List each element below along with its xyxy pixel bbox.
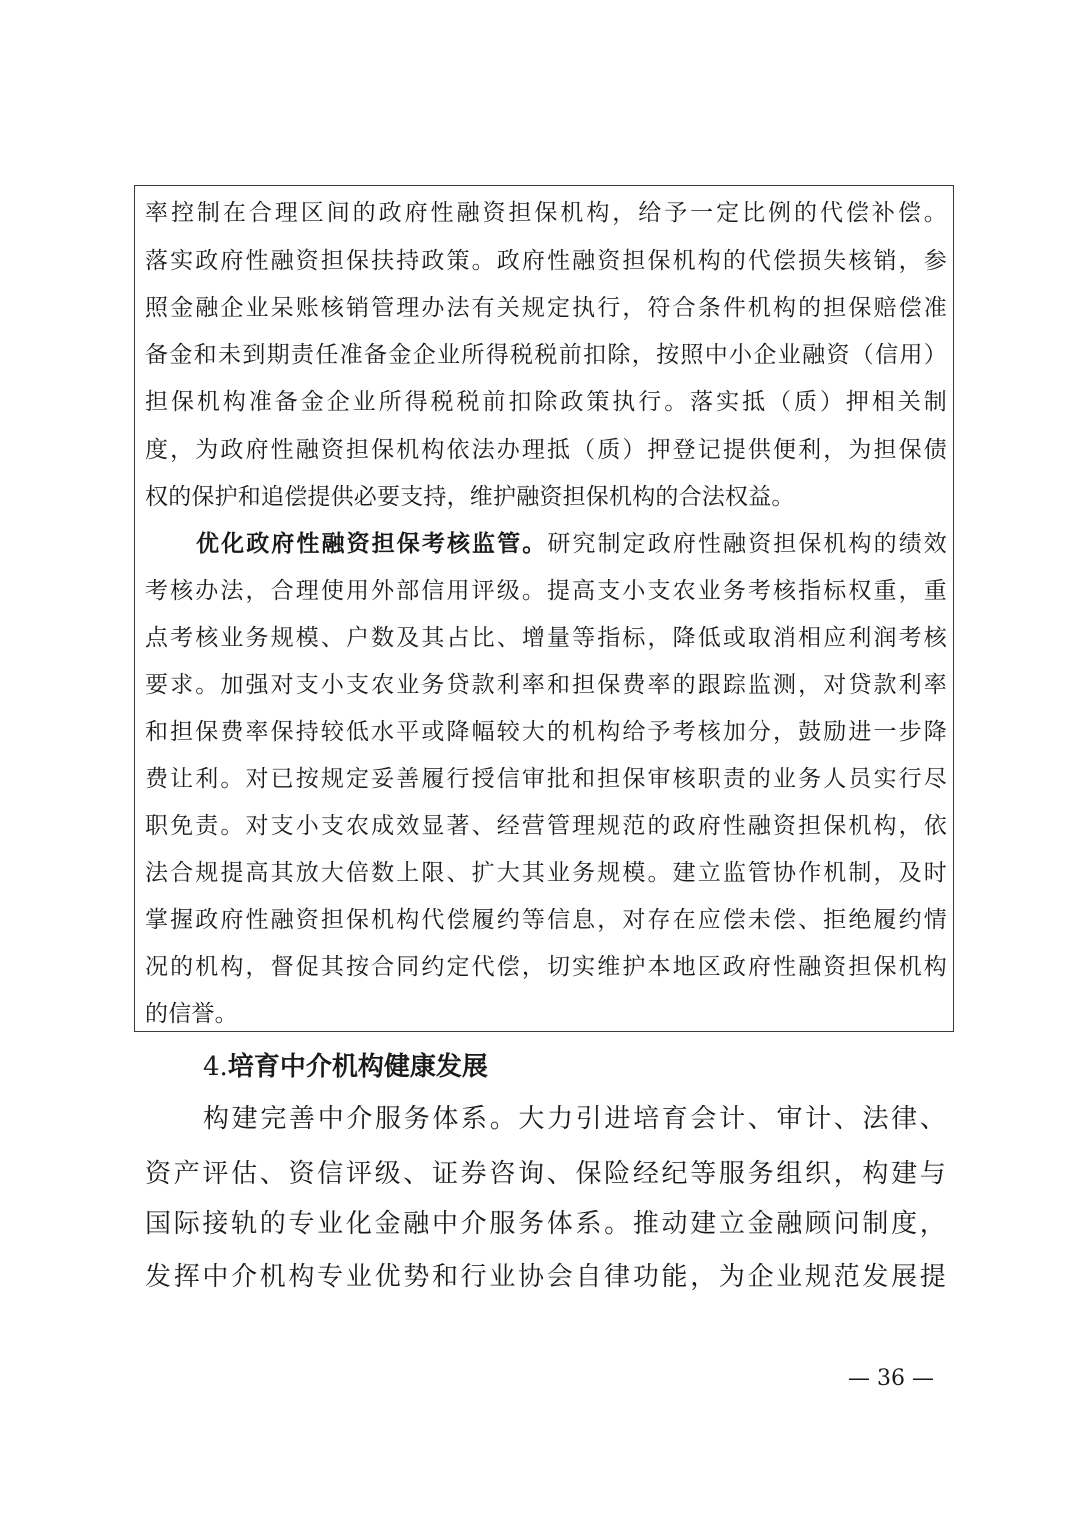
box-line: 况的机构，督促其按合同约定代偿，切实维护本地区政府性融资担保机构 xyxy=(145,954,947,980)
box-line: 和担保费率保持较低水平或降幅较大的机构给予考核加分，鼓励进一步降 xyxy=(145,719,947,745)
box-line: 度，为政府性融资担保机构依法办理抵（质）押登记提供便利，为担保债 xyxy=(145,437,947,463)
box-line: 的信誉。 xyxy=(145,1001,238,1027)
box-line: 要求。加强对支小支农业务贷款利率和担保费率的跟踪监测，对贷款利率 xyxy=(145,672,947,698)
box-line: 权的保护和追偿提供必要支持，维护融资担保机构的合法权益。 xyxy=(145,484,795,510)
box-line: 备金和未到期责任准备金企业所得税税前扣除，按照中小企业融资（信用） xyxy=(145,342,947,368)
body-line: 资产评估、资信评级、证券咨询、保险经纪等服务组织，构建与 xyxy=(145,1159,947,1189)
page-number: — 36 — xyxy=(848,1366,934,1391)
box-para2-first-line xyxy=(196,529,947,559)
section-number: 4. xyxy=(203,1052,228,1082)
box-line: 率控制在合理区间的政府性融资担保机构，给予一定比例的代偿补偿。 xyxy=(145,200,947,226)
box-para2-lead-rest: 研究制定政府性融资担保机构的绩效 xyxy=(547,531,947,557)
box-line: 点考核业务规模、户数及其占比、增量等指标，降低或取消相应利润考核 xyxy=(145,625,947,651)
section-title: 培育中介机构健康发展 xyxy=(227,1052,488,1082)
box-line: 考核办法，合理使用外部信用评级。提高支小支农业务考核指标权重，重 xyxy=(145,578,947,604)
body-line: 国际接轨的专业化金融中介服务体系。推动建立金融顾问制度， xyxy=(145,1209,947,1239)
body-line: 构建完善中介服务体系。大力引进培育会计、审计、法律、 xyxy=(203,1104,947,1134)
box-line: 职免责。对支小支农成效显著、经营管理规范的政府性融资担保机构，依 xyxy=(145,813,947,839)
body-line: 发挥中介机构专业优势和行业协会自律功能，为企业规范发展提 xyxy=(145,1262,947,1292)
box-line: 担保机构准备金企业所得税税前扣除政策执行。落实抵（质）押相关制 xyxy=(145,389,947,415)
box-line: 法合规提高其放大倍数上限、扩大其业务规模。建立监管协作机制，及时 xyxy=(145,860,947,886)
section-heading xyxy=(203,1050,488,1084)
box-line: 落实政府性融资担保扶持政策。政府性融资担保机构的代偿损失核销，参 xyxy=(145,248,947,274)
box-para2-bold-lead: 优化政府性融资担保考核监管。 xyxy=(196,531,548,557)
box-line: 费让利。对已按规定妥善履行授信审批和担保审核职责的业务人员实行尽 xyxy=(145,766,947,792)
box-line: 掌握政府性融资担保机构代偿履约等信息，对存在应偿未偿、拒绝履约情 xyxy=(145,907,947,933)
box-line: 照金融企业呆账核销管理办法有关规定执行，符合条件机构的担保赔偿准 xyxy=(145,295,947,321)
